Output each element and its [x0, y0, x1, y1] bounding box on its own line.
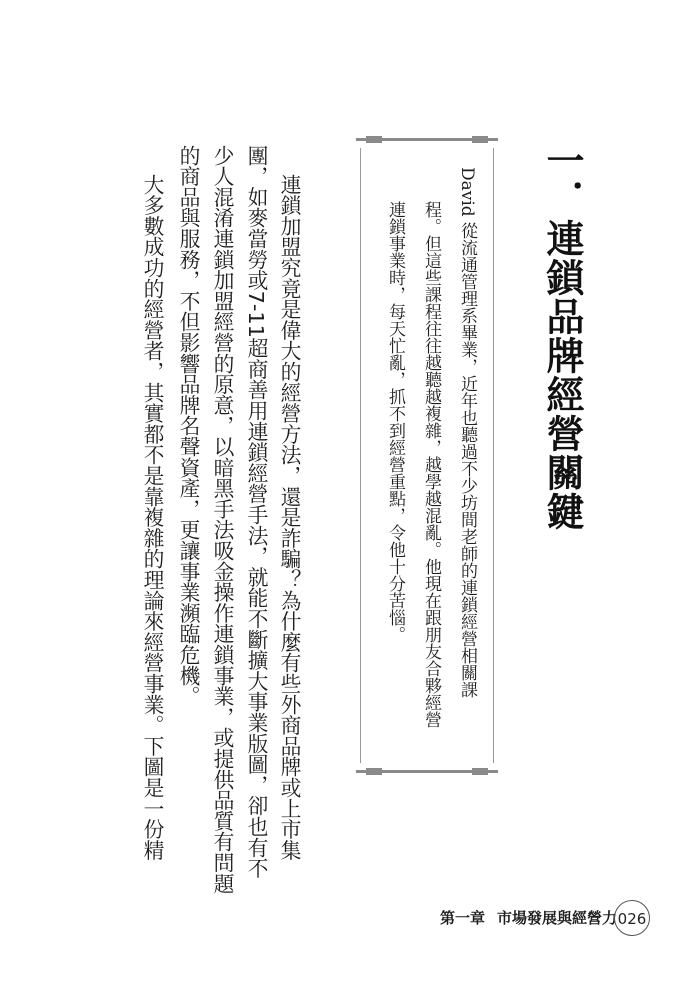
body-text-line: 的商品與服務，不但影響品牌名聲資產，更讓事業瀕臨危機。	[176, 145, 200, 707]
running-footer	[440, 903, 617, 933]
body-text-line: 少人混淆連鎖加盟經營的原意，以暗黑手法吸金操作連鎖事業，或提供品質有問題	[210, 145, 234, 894]
quote-line: David 從流通管理系畢業，近年也聽過不少坊間老師的連鎖經營相關課	[457, 167, 477, 699]
body-text-line: 團，如麥當勞或7-11超商善用連鎖經營手法，就能不斷擴大事業版圖，卻也有不	[244, 145, 268, 879]
quote-line: 程。但這些課程往往越聽越複雜，越學越混亂。他現在跟朋友合夥經營	[421, 201, 441, 728]
quote-box-top-bar	[356, 138, 498, 141]
footer-title: 市場發展與經營力	[497, 909, 618, 927]
page-number: 026	[614, 900, 650, 936]
quote-box-bottom-bar	[356, 770, 498, 773]
quote-box-right-rule	[493, 148, 494, 763]
footer-chapter: 第一章	[440, 909, 486, 927]
body-text-line: 大多數成功的經營者，其實都不是靠複雜的理論來經營事業。下圖是一份精	[140, 174, 164, 861]
body-text-line: 連鎖加盟究竟是偉大的經營方法，還是詐騙？為什麼有些外商品牌或上市集	[277, 174, 301, 861]
quote-box-left-rule	[360, 148, 361, 763]
chapter-heading: 一．連鎖品牌經營關鍵	[540, 141, 584, 531]
quote-line: 連鎖事業時，每天忙亂，抓不到經營重點，令他十分苦惱。	[385, 201, 405, 643]
